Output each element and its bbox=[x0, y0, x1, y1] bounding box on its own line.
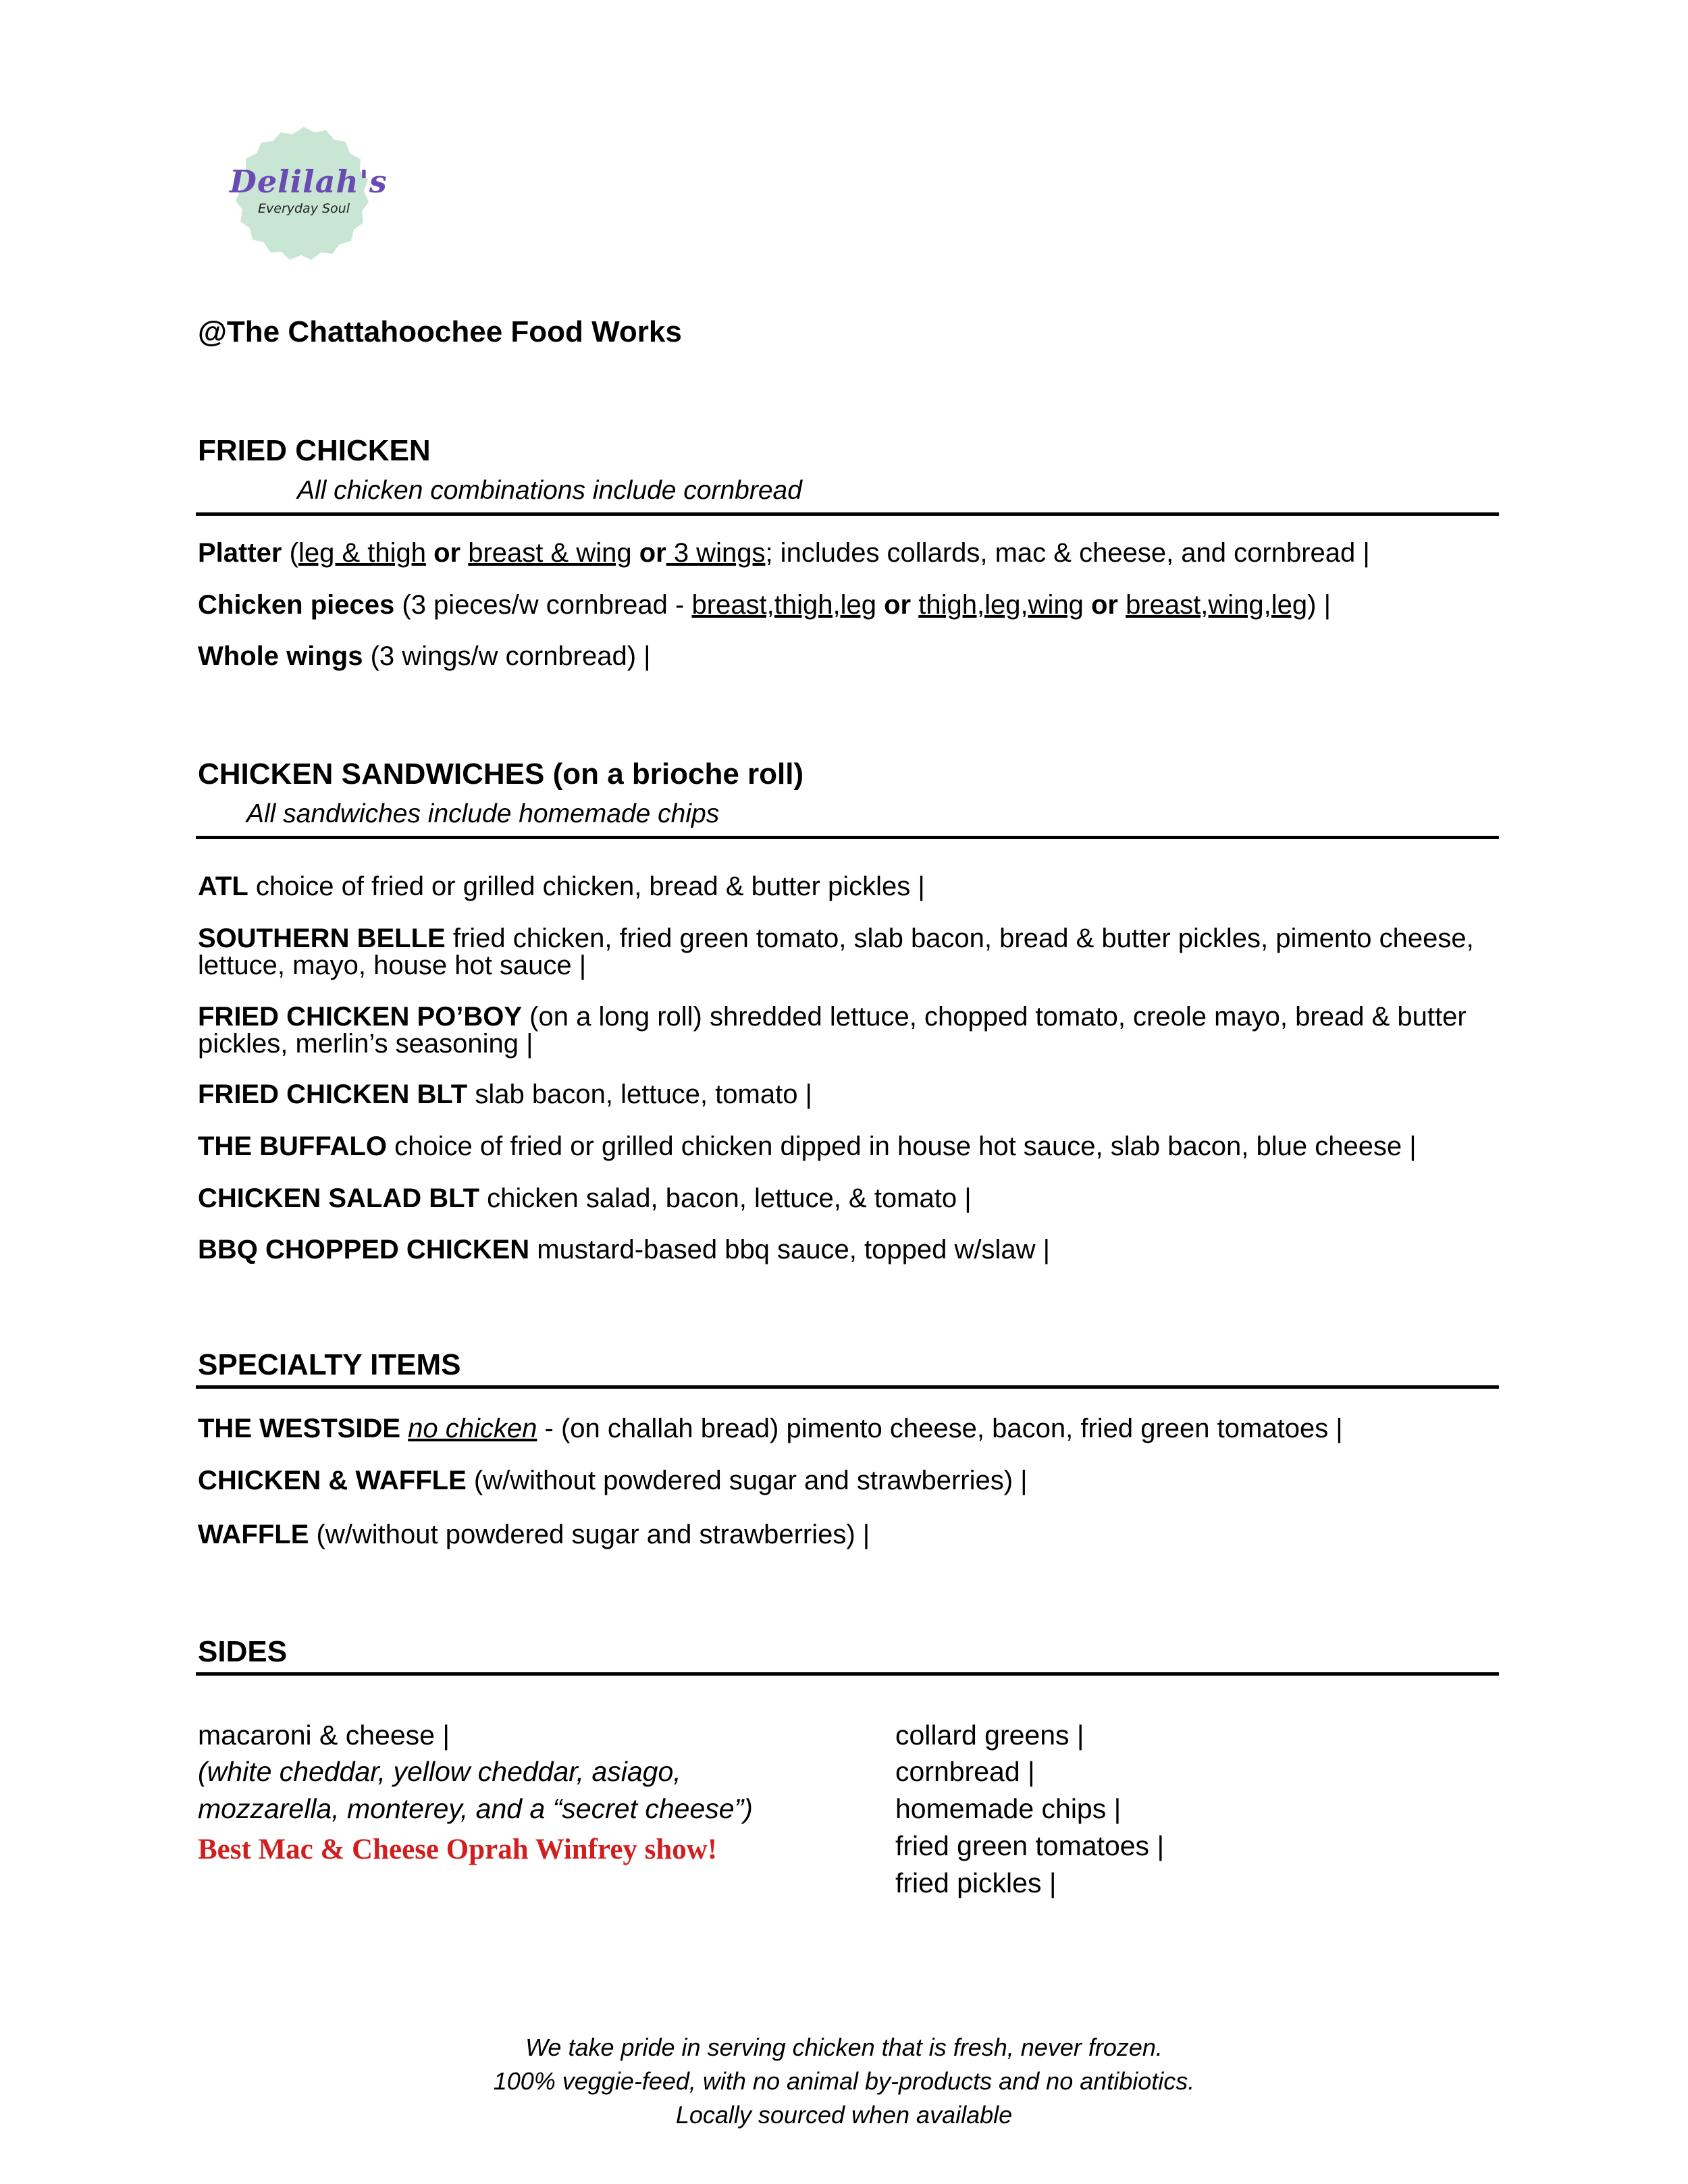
item-name: CHICKEN SALAD BLT bbox=[198, 1183, 480, 1213]
section-note-sandwiches: All sandwiches include homemade chips bbox=[246, 799, 720, 828]
item-option: breast,thigh,leg bbox=[691, 590, 876, 620]
item-name: Whole wings bbox=[198, 641, 363, 671]
item-name: THE BUFFALO bbox=[198, 1131, 387, 1161]
item-name: BBQ CHOPPED CHICKEN bbox=[198, 1235, 530, 1264]
item-option: leg & thigh bbox=[298, 538, 426, 568]
item-option: breast & wing bbox=[468, 538, 632, 568]
menu-item-the-westside bbox=[198, 1415, 1343, 1442]
item-desc: mustard-based bbq sauce, topped w/slaw | bbox=[537, 1235, 1050, 1264]
item-name: FRIED CHICKEN BLT bbox=[198, 1080, 468, 1109]
brand-logo bbox=[230, 122, 388, 270]
item-desc: slab bacon, lettuce, tomato | bbox=[475, 1080, 812, 1109]
item-option: 3 wings bbox=[666, 538, 766, 568]
menu-item-southern-belle bbox=[198, 925, 1501, 979]
section-heading-sides: SIDES bbox=[198, 1635, 288, 1668]
item-or: or bbox=[639, 538, 666, 568]
menu-item-chicken-pieces bbox=[198, 591, 1331, 618]
side-fried-green-tomatoes: fried green tomatoes | bbox=[895, 1830, 1165, 1861]
side-cornbread: cornbread | bbox=[895, 1756, 1035, 1787]
no-chicken-flag: no chicken bbox=[408, 1414, 537, 1443]
section-note-fried-chicken: All chicken combinations include cornbread bbox=[297, 476, 802, 505]
item-text: ( bbox=[289, 538, 298, 568]
menu-item-fried-chicken-blt bbox=[198, 1081, 812, 1108]
item-desc: choice of fried or grilled chicken dipped in house hot sauce, slab bacon, blue cheese | bbox=[394, 1131, 1417, 1161]
side-homemade-chips: homemade chips | bbox=[895, 1793, 1122, 1824]
footer-line: We take pride in serving chicken that is fresh, never frozen. bbox=[525, 2033, 1163, 2061]
section-heading-fried-chicken: FRIED CHICKEN bbox=[198, 434, 431, 467]
item-desc: fried chicken, fried green tomato, slab bacon, bread & butter pickles, pimento cheese, lettuce, mayo, house hot sauce | bbox=[198, 924, 1474, 980]
item-name: ATL bbox=[198, 872, 248, 901]
item-text: ) | bbox=[1307, 590, 1331, 620]
menu-item-chicken-salad-blt bbox=[198, 1185, 972, 1212]
section-rule bbox=[196, 512, 1499, 516]
item-desc: choice of fried or grilled chicken, bread & butter pickles | bbox=[255, 872, 925, 901]
item-text: ; includes collards, mac & cheese, and cornbread | bbox=[765, 538, 1370, 568]
logo-name: Delilah's bbox=[230, 163, 388, 200]
oprah-callout: Best Mac & Cheese Oprah Winfrey show! bbox=[198, 1834, 718, 1865]
item-text: (3 pieces/w cornbread - bbox=[402, 590, 692, 620]
item-desc: chicken salad, bacon, lettuce, & tomato | bbox=[487, 1183, 972, 1213]
item-desc: (3 wings/w cornbread) | bbox=[370, 641, 651, 671]
item-name: Chicken pieces bbox=[198, 590, 395, 620]
menu-item-poboy bbox=[198, 1003, 1501, 1057]
side-collard-greens: collard greens | bbox=[895, 1720, 1084, 1751]
mac-cheese-note: (white cheddar, yellow cheddar, asiago, bbox=[198, 1756, 681, 1787]
section-heading-specialty: SPECIALTY ITEMS bbox=[198, 1348, 461, 1381]
item-name: THE WESTSIDE bbox=[198, 1414, 401, 1443]
item-name: WAFFLE bbox=[198, 1520, 309, 1549]
menu-item-chicken-waffle bbox=[198, 1467, 1028, 1494]
menu-item-whole-wings bbox=[198, 643, 651, 670]
menu-item-the-buffalo bbox=[198, 1133, 1417, 1160]
section-rule bbox=[196, 836, 1499, 839]
item-option: breast,wing,leg bbox=[1126, 590, 1308, 620]
item-desc: (w/without powdered sugar and strawberries) | bbox=[473, 1466, 1028, 1495]
item-name: CHICKEN & WAFFLE bbox=[198, 1466, 467, 1495]
section-heading-sandwiches: CHICKEN SANDWICHES (on a brioche roll) bbox=[198, 757, 804, 791]
item-desc: - (on challah bread) pimento cheese, bacon, fried green tomatoes | bbox=[537, 1414, 1343, 1443]
menu-item-waffle bbox=[198, 1521, 870, 1548]
venue-title: @The Chattahoochee Food Works bbox=[198, 315, 682, 348]
menu-item-platter bbox=[198, 539, 1370, 566]
item-desc: (on a long roll) shredded lettuce, chopped tomato, creole mayo, bread & butter pickles, merlin’s seasoning | bbox=[198, 1002, 1467, 1059]
item-or: or bbox=[1090, 590, 1118, 620]
section-rule bbox=[196, 1672, 1499, 1676]
footer-line: Locally sourced when available bbox=[675, 2101, 1013, 2129]
menu-item-atl bbox=[198, 873, 925, 900]
menu-item-bbq-chopped-chicken bbox=[198, 1236, 1050, 1263]
section-rule bbox=[196, 1385, 1499, 1389]
item-name: Platter bbox=[198, 538, 282, 568]
item-name: FRIED CHICKEN PO’BOY bbox=[198, 1002, 523, 1032]
item-desc: (w/without powdered sugar and strawberries) | bbox=[316, 1520, 870, 1549]
side-fried-pickles: fried pickles | bbox=[895, 1867, 1057, 1898]
footer-line: 100% veggie-feed, with no animal by-products and no antibiotics. bbox=[493, 2067, 1195, 2095]
item-option: thigh,leg,wing bbox=[918, 590, 1084, 620]
item-or: or bbox=[884, 590, 912, 620]
item-or: or bbox=[433, 538, 461, 568]
mac-cheese-note: mozzarella, monterey, and a “secret cheese”) bbox=[198, 1793, 753, 1824]
logo-tagline: Everyday Soul bbox=[258, 201, 350, 216]
item-name: SOUTHERN BELLE bbox=[198, 924, 446, 953]
side-mac-and-cheese: macaroni & cheese | bbox=[198, 1720, 450, 1751]
